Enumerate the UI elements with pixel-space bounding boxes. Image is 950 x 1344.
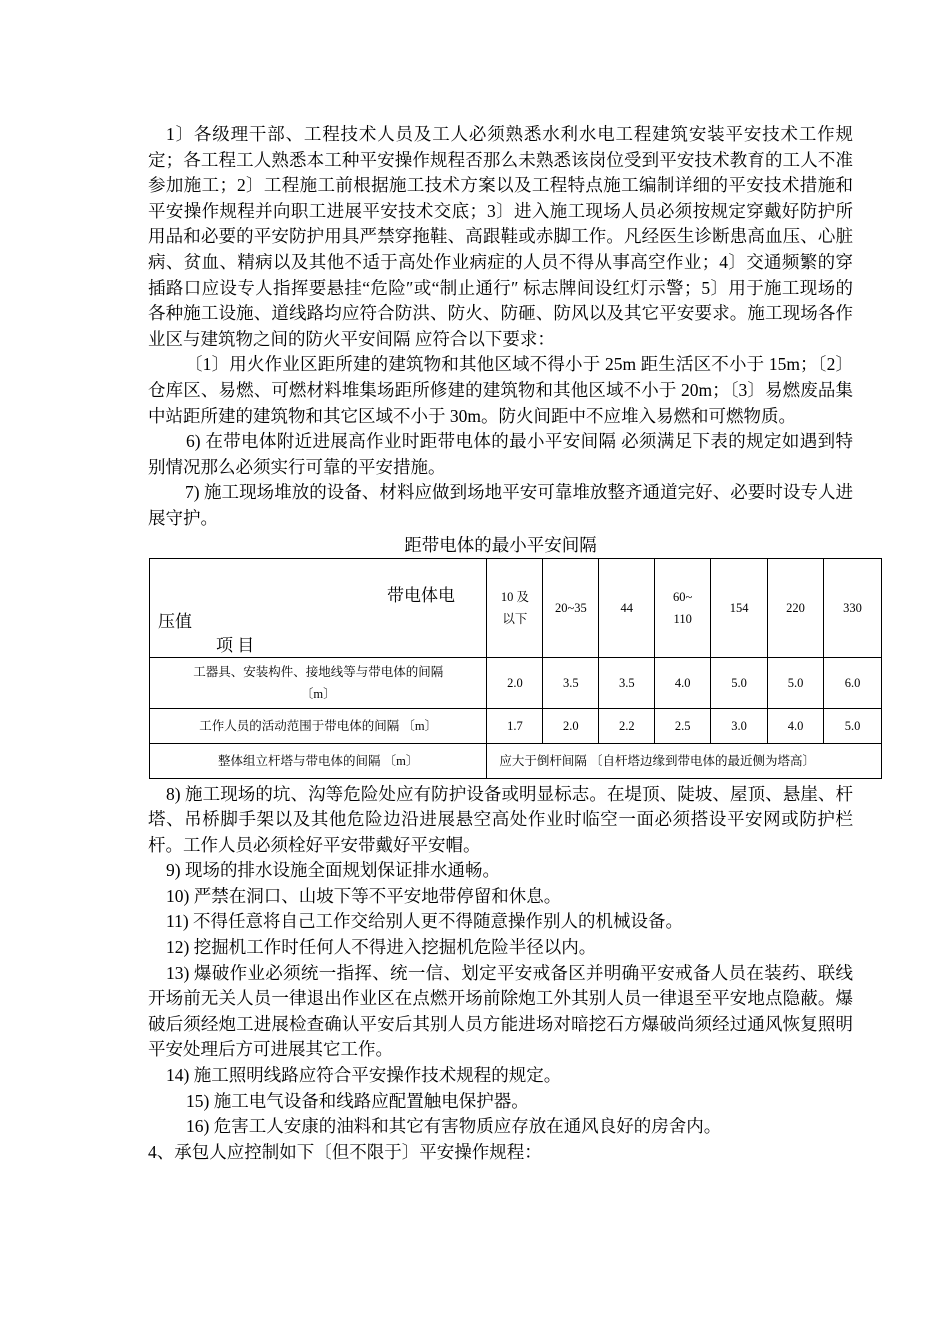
cell-value: 5.0 [711, 657, 768, 708]
table-row [150, 657, 882, 708]
paragraph: 12) 挖掘机工作时任何人不得进入挖掘机危险半径以内。 [166, 937, 597, 958]
voltage-header: 220 [768, 558, 824, 657]
paragraph: 9) 现场的排水设施全面规划保证排水通畅。 [166, 860, 500, 881]
document-page [148, 122, 862, 1165]
cell-value: 2.2 [599, 708, 655, 743]
paragraph: 〔1〕用火作业区距所建的建筑物和其他区域不得小于 25m 距生活区不小于 15m；〔2〕仓库区、易燃、可燃材料堆集场距所修建的建筑物和其他区域不小于 20m；〔3〕易燃废品集中站距所建的建筑物和其它区域不小于 30m。防火间距中不应堆入易燃和可燃物质。 [148, 354, 853, 426]
cell-value: 2.0 [487, 657, 543, 708]
cell-value: 3.0 [711, 708, 768, 743]
paragraph: 13) 爆破作业必须统一指挥、统一信、划定平安戒备区并明确平安戒备人员在装药、联线开场前无关人员一律退出作业区在点燃开场前除炮工外其别人员一律退至平安地点隐蔽。爆破后须经炮工进展检查确认平安后其别人员方能进场对暗挖石方爆破尚须经过通风恢复照明平安处理后方可进展其它工作。 [148, 962, 853, 1060]
table-caption: 距带电体的最小平安间隔 [404, 534, 597, 555]
paragraph: 14) 施工照明线路应符合平安操作技术规程的规定。 [166, 1065, 562, 1086]
table-header-row [150, 558, 882, 657]
paragraph: 11) 不得任意将自己工作交给别人更不得随意操作别人的机械设备。 [166, 911, 684, 932]
row-note: 应大于倒杆间隔 〔自杆塔边缘到带电体的最近侧为塔高〕 [487, 743, 882, 778]
table-row [150, 708, 882, 743]
paragraph: 10) 严禁在洞口、山坡下等不平安地带停留和休息。 [166, 885, 562, 906]
voltage-header: 10 及 以下 [487, 558, 543, 657]
paragraph: 16) 危害工人安康的油料和其它有害物质应存放在通风良好的房舍内。 [186, 1116, 722, 1137]
row-item: 整体组立杆塔与带电体的间隔 〔m〕 [150, 743, 487, 778]
section-heading: 4、承包人应控制如下〔但不限于〕平安操作规程： [148, 1141, 542, 1162]
cell-value: 5.0 [824, 708, 882, 743]
voltage-header: 330 [824, 558, 882, 657]
top-paragraphs [148, 122, 853, 532]
cell-value: 3.5 [599, 657, 655, 708]
table-row [150, 743, 882, 778]
voltage-header: 20~35 [543, 558, 599, 657]
paragraph: 15) 施工电气设备和线路应配置触电保护器。 [186, 1090, 529, 1111]
cell-value: 1.7 [487, 708, 543, 743]
voltage-header: 154 [711, 558, 768, 657]
row-item: 工作人员的活动范围于带电体的间隔 〔m〕 [150, 708, 487, 743]
header-label-item: 项 目 [216, 635, 255, 655]
paragraph: 7) 施工现场堆放的设备、材料应做到场地平安可靠堆放整齐通道完好、必要时设专人进展守护。 [148, 482, 853, 528]
voltage-header: 60~ 110 [655, 558, 711, 657]
cell-value: 2.0 [543, 708, 599, 743]
header-label-voltage: 带电体电 [387, 585, 455, 605]
safety-distance-table [149, 558, 882, 779]
cell-value: 4.0 [768, 708, 824, 743]
cell-value: 5.0 [768, 657, 824, 708]
header-label-value: 压值 [158, 611, 192, 631]
voltage-header: 44 [599, 558, 655, 657]
row-item: 工器具、安装构件、接地线等与带电体的间隔 〔m〕 [150, 657, 487, 708]
cell-value: 2.5 [655, 708, 711, 743]
cell-value: 4.0 [655, 657, 711, 708]
cell-value: 3.5 [543, 657, 599, 708]
cell-value: 6.0 [824, 657, 882, 708]
paragraph: 8) 施工现场的坑、沟等危险处应有防护设备或明显标志。在堤顶、陡坡、屋顶、悬崖、杆塔、吊桥脚手架以及其他危险边沿进展悬空高处作业时临空一面必须搭设平安网或防护栏杆。工作人员必须栓好平安带戴好平安帽。 [148, 783, 853, 855]
paragraph: 1〕各级理干部、工程技术人员及工人必须熟悉水利水电工程建筑安装平安技术工作规定；各工程工人熟悉本工种平安操作规程否那么未熟悉该岗位受到平安技术教育的工人不准参加施工；2〕工程施工前根据施工技术方案以及工程特点施工编制详细的平安技术措施和平安操作规程并向职工进展平安技术交底；3〕进入施工现场人员必须按规定穿戴好防护所用品和必要的平安防护用具严禁穿拖鞋、高跟鞋或赤脚工作。凡经医生诊断患高血压、心脏病、贫血、精病以及其他不适于高处作业病症的人员不得从事高空作业；4〕交通频繁的穿插路口应设专人指挥要悬挂“危险″或“制止通行″ 标志牌间设红灯示警；5〕用于施工现场的各种施工设施、道线路均应符合防洪、防火、防砸、防风以及其它平安要求。施工现场各作业区与建筑物之间的防火平安间隔 应符合以下要求： [148, 124, 853, 349]
table-header-diagonal-cell [150, 558, 487, 657]
paragraph: 6) 在带电体附近进展高作业时距带电体的最小平安间隔 必须满足下表的规定如遇到特别情况那么必须实行可靠的平安措施。 [148, 431, 853, 477]
bottom-paragraphs [148, 782, 853, 1166]
